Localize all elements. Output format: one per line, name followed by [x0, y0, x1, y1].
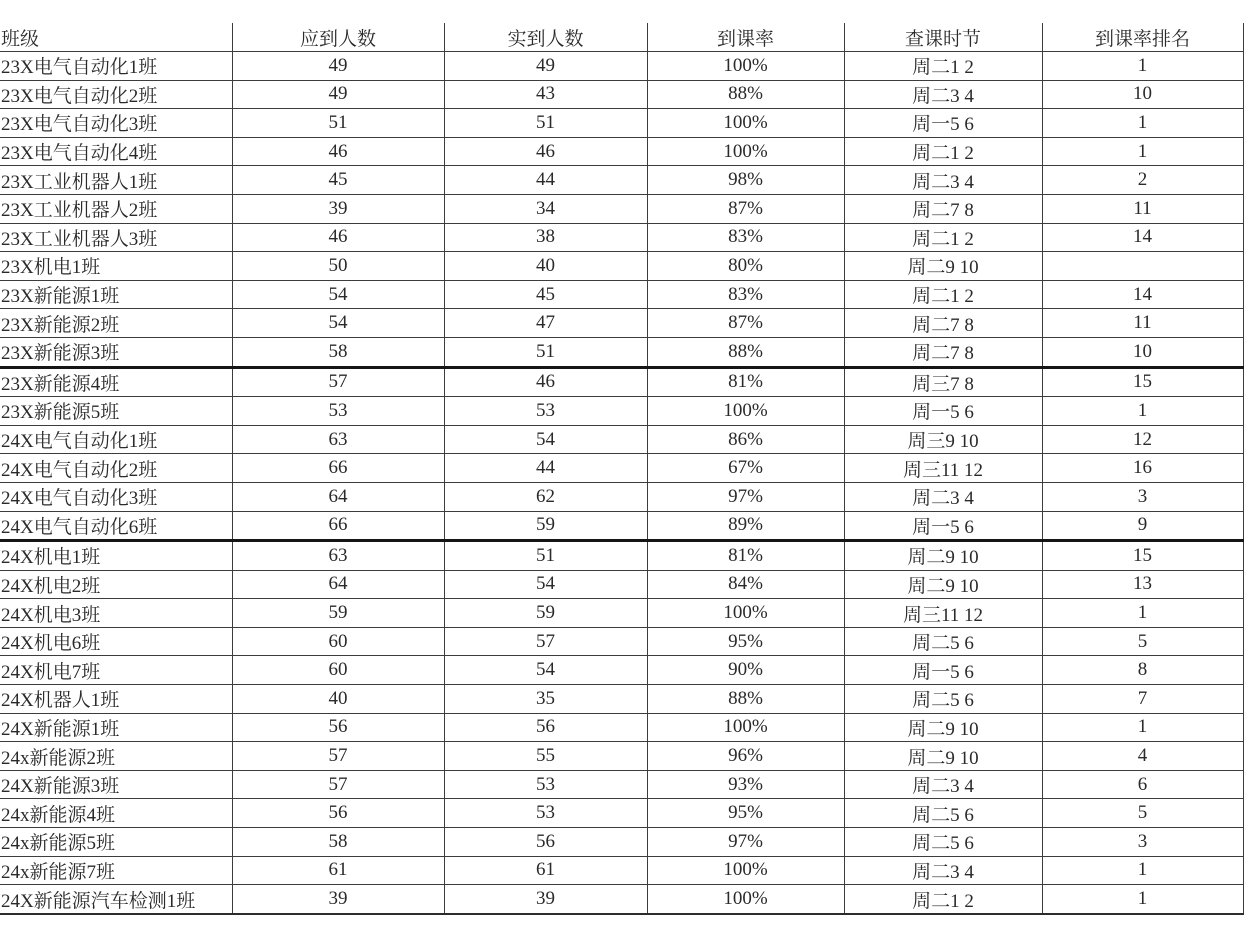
table-row: [0, 770, 1243, 799]
table-row: [0, 454, 1243, 483]
cell-actual: 53: [444, 770, 647, 799]
cell-class_name: 24X新能源汽车检测1班: [0, 885, 232, 914]
cell-rate: 89%: [647, 511, 844, 541]
cell-rank: 3: [1042, 828, 1243, 857]
cell-expected: 57: [232, 367, 444, 397]
cell-rate: 67%: [647, 454, 844, 483]
cell-class_name: 24X新能源1班: [0, 713, 232, 742]
cell-session: 周二3 4: [844, 80, 1042, 109]
cell-rate: 97%: [647, 828, 844, 857]
column-header-rank: 到课率排名: [1042, 23, 1243, 52]
cell-session: 周二5 6: [844, 627, 1042, 656]
cell-actual: 43: [444, 80, 647, 109]
cell-class_name: 24X机电7班: [0, 656, 232, 685]
cell-expected: 46: [232, 223, 444, 252]
cell-session: 周三7 8: [844, 367, 1042, 397]
cell-rate: 83%: [647, 223, 844, 252]
cell-rate: 100%: [647, 137, 844, 166]
cell-session: 周二1 2: [844, 280, 1042, 309]
cell-rank: 1: [1042, 713, 1243, 742]
cell-rank: 7: [1042, 685, 1243, 714]
cell-session: 周二3 4: [844, 482, 1042, 511]
cell-expected: 56: [232, 713, 444, 742]
cell-rank: 1: [1042, 856, 1243, 885]
cell-expected: 39: [232, 885, 444, 914]
column-header-actual: 实到人数: [444, 23, 647, 52]
cell-class_name: 24X电气自动化2班: [0, 454, 232, 483]
cell-rate: 88%: [647, 685, 844, 714]
cell-rank: 4: [1042, 742, 1243, 771]
cell-rank: 9: [1042, 511, 1243, 541]
cell-expected: 39: [232, 194, 444, 223]
cell-session: 周二1 2: [844, 885, 1042, 914]
cell-rank: 11: [1042, 194, 1243, 223]
cell-rate: 87%: [647, 309, 844, 338]
cell-expected: 66: [232, 511, 444, 541]
cell-session: 周一5 6: [844, 397, 1042, 426]
cell-expected: 46: [232, 137, 444, 166]
cell-class_name: 24X新能源3班: [0, 770, 232, 799]
cell-class_name: 24x新能源4班: [0, 799, 232, 828]
cell-expected: 61: [232, 856, 444, 885]
cell-rate: 100%: [647, 397, 844, 426]
cell-expected: 63: [232, 425, 444, 454]
cell-expected: 58: [232, 337, 444, 367]
cell-class_name: 23X电气自动化2班: [0, 80, 232, 109]
cell-rank: 14: [1042, 280, 1243, 309]
cell-rate: 84%: [647, 570, 844, 599]
cell-class_name: 23X电气自动化3班: [0, 109, 232, 138]
table-row: [0, 52, 1243, 81]
cell-actual: 46: [444, 137, 647, 166]
cell-actual: 54: [444, 656, 647, 685]
table-row: [0, 137, 1243, 166]
cell-session: 周二7 8: [844, 337, 1042, 367]
cell-expected: 49: [232, 52, 444, 81]
cell-expected: 54: [232, 309, 444, 338]
cell-session: 周二1 2: [844, 137, 1042, 166]
cell-session: 周二3 4: [844, 856, 1042, 885]
column-header-class_name: 班级: [0, 23, 232, 52]
cell-session: 周二5 6: [844, 799, 1042, 828]
cell-expected: 59: [232, 599, 444, 628]
cell-session: 周一5 6: [844, 656, 1042, 685]
cell-rank: 13: [1042, 570, 1243, 599]
cell-rate: 97%: [647, 482, 844, 511]
cell-rate: 90%: [647, 656, 844, 685]
cell-actual: 54: [444, 425, 647, 454]
cell-session: 周二1 2: [844, 223, 1042, 252]
cell-actual: 49: [444, 52, 647, 81]
cell-session: 周二9 10: [844, 742, 1042, 771]
table-row: [0, 425, 1243, 454]
table-row: [0, 337, 1243, 367]
cell-class_name: 23X新能源3班: [0, 337, 232, 367]
cell-expected: 66: [232, 454, 444, 483]
cell-rank: 11: [1042, 309, 1243, 338]
column-header-session: 查课时节: [844, 23, 1042, 52]
cell-actual: 38: [444, 223, 647, 252]
cell-class_name: 24X电气自动化1班: [0, 425, 232, 454]
table-row: [0, 511, 1243, 541]
table-row: [0, 656, 1243, 685]
cell-class_name: 24X机器人1班: [0, 685, 232, 714]
cell-actual: 53: [444, 397, 647, 426]
cell-rate: 86%: [647, 425, 844, 454]
cell-expected: 54: [232, 280, 444, 309]
cell-actual: 34: [444, 194, 647, 223]
cell-rank: 15: [1042, 367, 1243, 397]
cell-expected: 63: [232, 541, 444, 571]
cell-class_name: 24x新能源5班: [0, 828, 232, 857]
cell-class_name: 24X机电3班: [0, 599, 232, 628]
cell-actual: 44: [444, 166, 647, 195]
cell-rate: 81%: [647, 367, 844, 397]
column-header-expected: 应到人数: [232, 23, 444, 52]
cell-rate: 83%: [647, 280, 844, 309]
cell-rank: 1: [1042, 137, 1243, 166]
cell-rate: 100%: [647, 599, 844, 628]
cell-actual: 54: [444, 570, 647, 599]
cell-rank: 14: [1042, 223, 1243, 252]
cell-actual: 53: [444, 799, 647, 828]
cell-session: 周二5 6: [844, 828, 1042, 857]
table-row: [0, 309, 1243, 338]
table-row: [0, 799, 1243, 828]
cell-class_name: 23X工业机器人3班: [0, 223, 232, 252]
cell-actual: 59: [444, 599, 647, 628]
attendance-table: [0, 23, 1244, 915]
column-header-rate: 到课率: [647, 23, 844, 52]
cell-rank: 16: [1042, 454, 1243, 483]
cell-rate: 100%: [647, 856, 844, 885]
table-row: [0, 482, 1243, 511]
cell-rank: 6: [1042, 770, 1243, 799]
cell-expected: 49: [232, 80, 444, 109]
cell-rank: 2: [1042, 166, 1243, 195]
cell-rate: 88%: [647, 337, 844, 367]
cell-rank: 10: [1042, 80, 1243, 109]
cell-class_name: 23X电气自动化4班: [0, 137, 232, 166]
cell-session: 周二9 10: [844, 570, 1042, 599]
cell-class_name: 23X新能源5班: [0, 397, 232, 426]
table-row: [0, 685, 1243, 714]
cell-actual: 59: [444, 511, 647, 541]
cell-class_name: 23X新能源4班: [0, 367, 232, 397]
table-row: [0, 885, 1243, 914]
table-row: [0, 397, 1243, 426]
cell-actual: 47: [444, 309, 647, 338]
cell-actual: 35: [444, 685, 647, 714]
cell-class_name: 23X新能源2班: [0, 309, 232, 338]
cell-actual: 39: [444, 885, 647, 914]
cell-expected: 45: [232, 166, 444, 195]
cell-class_name: 24x新能源2班: [0, 742, 232, 771]
cell-session: 周二3 4: [844, 770, 1042, 799]
cell-rank: 1: [1042, 885, 1243, 914]
table-row: [0, 109, 1243, 138]
table-row: [0, 280, 1243, 309]
cell-session: 周二3 4: [844, 166, 1042, 195]
cell-rate: 95%: [647, 627, 844, 656]
cell-class_name: 23X机电1班: [0, 252, 232, 281]
cell-actual: 57: [444, 627, 647, 656]
cell-session: 周三11 12: [844, 599, 1042, 628]
cell-expected: 56: [232, 799, 444, 828]
table-row: [0, 252, 1243, 281]
table-row: [0, 166, 1243, 195]
cell-actual: 55: [444, 742, 647, 771]
cell-session: 周二7 8: [844, 309, 1042, 338]
cell-expected: 51: [232, 109, 444, 138]
table-row: [0, 627, 1243, 656]
cell-actual: 56: [444, 713, 647, 742]
cell-class_name: 24X电气自动化3班: [0, 482, 232, 511]
cell-expected: 57: [232, 770, 444, 799]
cell-rank: [1042, 252, 1243, 281]
cell-session: 周二9 10: [844, 713, 1042, 742]
cell-actual: 45: [444, 280, 647, 309]
cell-class_name: 23X电气自动化1班: [0, 52, 232, 81]
cell-expected: 58: [232, 828, 444, 857]
table-row: [0, 856, 1243, 885]
cell-class_name: 24x新能源7班: [0, 856, 232, 885]
header-row: [0, 23, 1243, 52]
cell-rate: 87%: [647, 194, 844, 223]
cell-actual: 61: [444, 856, 647, 885]
cell-rank: 8: [1042, 656, 1243, 685]
cell-session: 周二9 10: [844, 541, 1042, 571]
cell-expected: 57: [232, 742, 444, 771]
cell-rate: 100%: [647, 52, 844, 81]
cell-rank: 12: [1042, 425, 1243, 454]
cell-expected: 60: [232, 627, 444, 656]
cell-class_name: 24X机电6班: [0, 627, 232, 656]
table-row: [0, 742, 1243, 771]
cell-rate: 100%: [647, 885, 844, 914]
cell-rank: 5: [1042, 799, 1243, 828]
table-row: [0, 194, 1243, 223]
cell-session: 周二9 10: [844, 252, 1042, 281]
cell-class_name: 24X机电1班: [0, 541, 232, 571]
cell-rate: 88%: [647, 80, 844, 109]
cell-actual: 51: [444, 337, 647, 367]
cell-rank: 1: [1042, 397, 1243, 426]
cell-expected: 40: [232, 685, 444, 714]
cell-rank: 1: [1042, 109, 1243, 138]
cell-session: 周二5 6: [844, 685, 1042, 714]
cell-class_name: 23X工业机器人2班: [0, 194, 232, 223]
cell-rank: 3: [1042, 482, 1243, 511]
cell-rank: 10: [1042, 337, 1243, 367]
cell-rate: 80%: [647, 252, 844, 281]
table-body: [0, 52, 1243, 914]
cell-actual: 62: [444, 482, 647, 511]
cell-rank: 1: [1042, 52, 1243, 81]
cell-expected: 64: [232, 570, 444, 599]
table-row: [0, 223, 1243, 252]
cell-class_name: 24X电气自动化6班: [0, 511, 232, 541]
cell-session: 周一5 6: [844, 511, 1042, 541]
cell-rate: 100%: [647, 109, 844, 138]
cell-expected: 60: [232, 656, 444, 685]
table-row: [0, 541, 1243, 571]
table-row: [0, 599, 1243, 628]
cell-rate: 98%: [647, 166, 844, 195]
table-row: [0, 80, 1243, 109]
cell-class_name: 23X工业机器人1班: [0, 166, 232, 195]
cell-rate: 95%: [647, 799, 844, 828]
cell-actual: 46: [444, 367, 647, 397]
cell-expected: 64: [232, 482, 444, 511]
cell-actual: 51: [444, 541, 647, 571]
cell-rate: 81%: [647, 541, 844, 571]
cell-actual: 56: [444, 828, 647, 857]
cell-rank: 1: [1042, 599, 1243, 628]
cell-session: 周三9 10: [844, 425, 1042, 454]
cell-expected: 50: [232, 252, 444, 281]
cell-actual: 40: [444, 252, 647, 281]
cell-session: 周三11 12: [844, 454, 1042, 483]
cell-rate: 93%: [647, 770, 844, 799]
cell-expected: 53: [232, 397, 444, 426]
table-row: [0, 713, 1243, 742]
cell-rank: 15: [1042, 541, 1243, 571]
table-row: [0, 570, 1243, 599]
cell-class_name: 23X新能源1班: [0, 280, 232, 309]
cell-rate: 100%: [647, 713, 844, 742]
cell-actual: 44: [444, 454, 647, 483]
cell-rank: 5: [1042, 627, 1243, 656]
table-row: [0, 367, 1243, 397]
table-row: [0, 828, 1243, 857]
cell-session: 周二1 2: [844, 52, 1042, 81]
cell-session: 周一5 6: [844, 109, 1042, 138]
cell-session: 周二7 8: [844, 194, 1042, 223]
cell-class_name: 24X机电2班: [0, 570, 232, 599]
cell-actual: 51: [444, 109, 647, 138]
cell-rate: 96%: [647, 742, 844, 771]
